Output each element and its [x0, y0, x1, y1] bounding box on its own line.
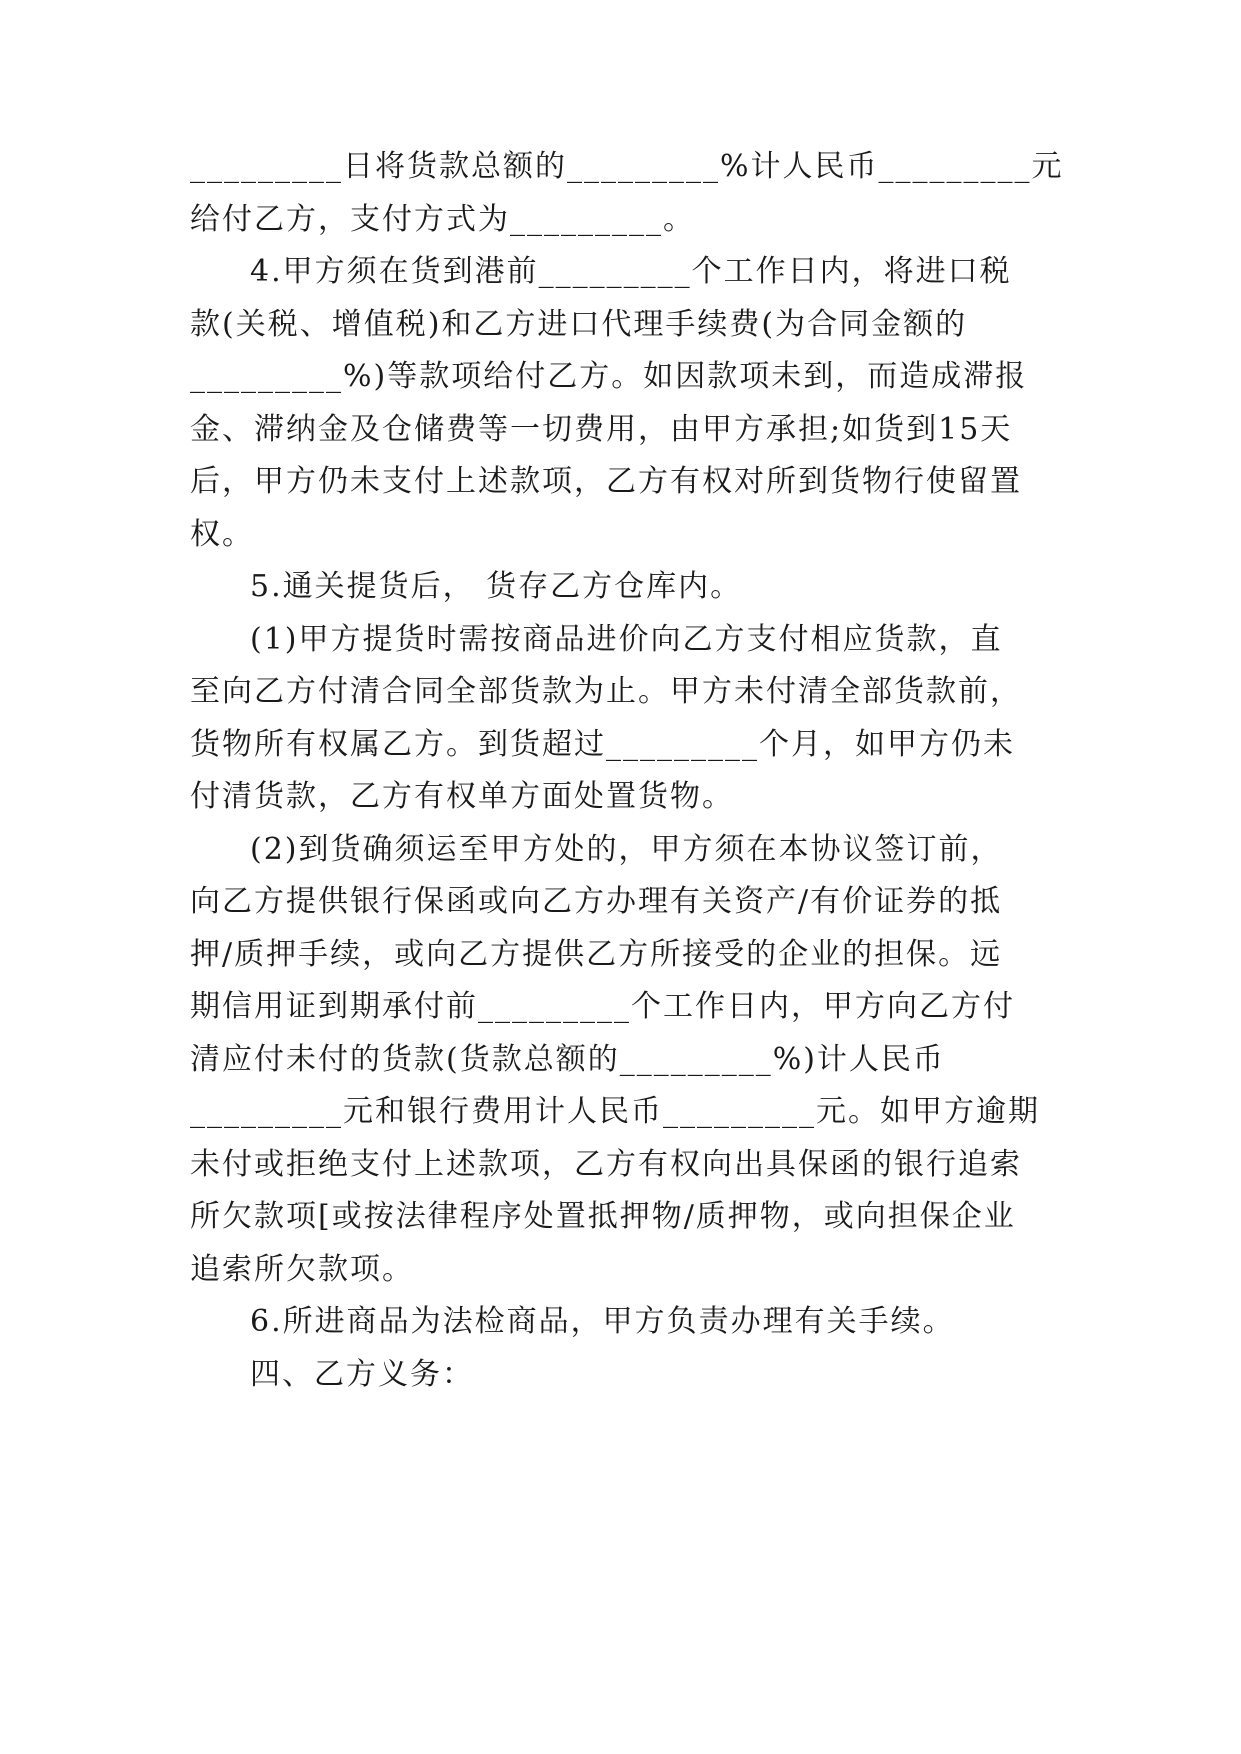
text-line-11: 至向乙方付清合同全部货款为止。甲方未付清全部货款前， — [190, 674, 1022, 709]
text-line-13: 付清货款，乙方有权单方面处置货物。 — [190, 779, 734, 814]
text-line-12: 货物所有权属乙方。到货超过_________个月，如甲方仍未 — [190, 727, 1015, 762]
text-line-20: 未付或拒绝支付上述款项，乙方有权向出具保函的银行追索 — [190, 1147, 1022, 1182]
text-line-16: 押/质押手续，或向乙方提供乙方所接受的企业的担保。远 — [190, 937, 1003, 972]
text-line-18: 清应付未付的货款(货款总额的_________%)计人民币 — [190, 1042, 945, 1077]
text-line-8: 权。 — [190, 517, 254, 552]
text-line-1: _________日将货款总额的_________%计人民币_________元 — [190, 149, 1064, 184]
section-heading: 四、乙方义务： — [250, 1357, 474, 1392]
text-line-6: 金、滞纳金及仓储费等一切费用，由甲方承担;如货到15天 — [190, 412, 1013, 447]
text-line-19: _________元和银行费用计人民币_________元。如甲方逾期 — [190, 1094, 1040, 1129]
text-line-22: 追索所欠款项。 — [190, 1252, 414, 1287]
text-line-15: 向乙方提供银行保函或向乙方办理有关资产/有价证券的抵 — [190, 884, 1003, 919]
text-line-2: 给付乙方，支付方式为_________。 — [190, 202, 695, 237]
text-line-23: 6.所进商品为法检商品，甲方负责办理有关手续。 — [250, 1304, 955, 1339]
text-line-7: 后，甲方仍未支付上述款项，乙方有权对所到货物行使留置 — [190, 464, 1022, 499]
text-line-21: 所欠款项[或按法律程序处置抵押物/质押物，或向担保企业 — [190, 1199, 1016, 1234]
text-line-9: 5.通关提货后， 货存乙方仓库内。 — [250, 569, 743, 604]
text-line-17: 期信用证到期承付前_________个工作日内，甲方向乙方付 — [190, 989, 1015, 1024]
text-line-3: 4.甲方须在货到港前_________个工作日内，将进口税 — [250, 254, 1012, 289]
text-line-4: 款(关税、增值税)和乙方进口代理手续费(为合同金额的 — [190, 307, 968, 342]
text-line-5: _________%)等款项给付乙方。如因款项未到，而造成滞报 — [190, 359, 1028, 394]
text-line-10: (1)甲方提货时需按商品进价向乙方支付相应货款，直 — [250, 622, 1003, 657]
text-line-14: (2)到货确须运至甲方处的，甲方须在本协议签订前， — [250, 832, 1003, 867]
